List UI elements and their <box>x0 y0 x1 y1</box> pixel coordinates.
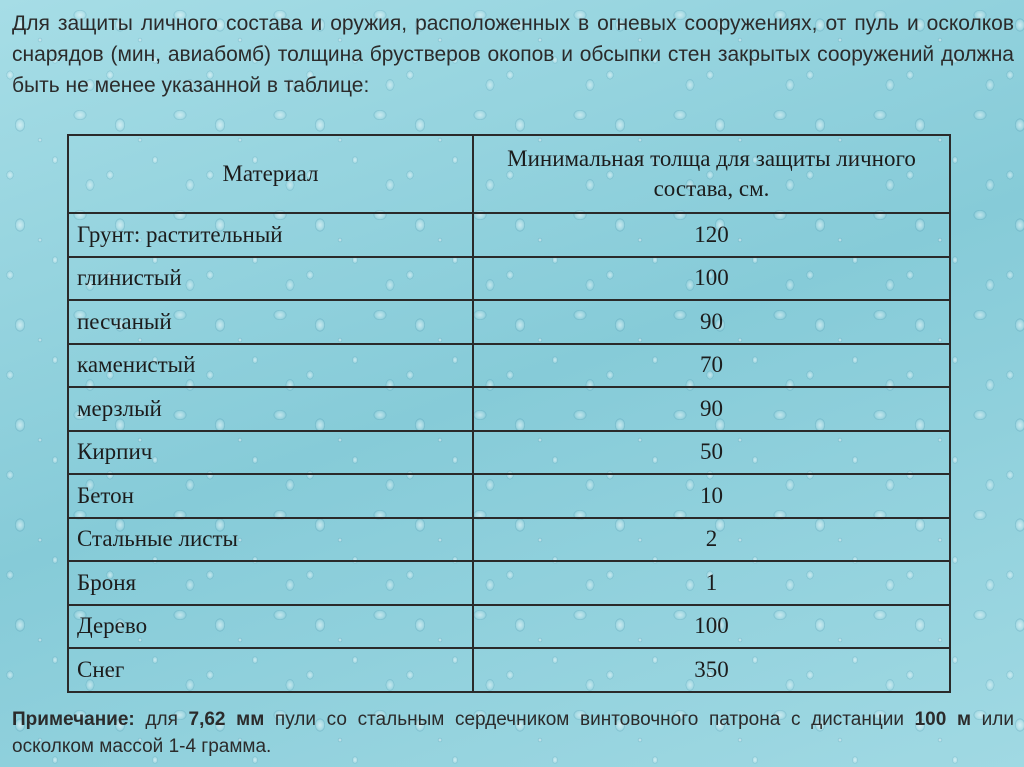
note-distance: 100 м <box>914 709 972 730</box>
material-cell: Стальные листы <box>68 518 473 562</box>
table-row <box>68 518 950 562</box>
protection-table-container <box>67 134 949 693</box>
material-cell: глинистый <box>68 257 473 301</box>
table-header-row <box>68 135 950 213</box>
table-row <box>68 474 950 518</box>
header-min-thickness: Минимальная толща для защиты личного состава, см. <box>473 135 950 213</box>
table-row <box>68 387 950 431</box>
header-material: Материал <box>68 135 473 213</box>
intro-paragraph: Для защиты личного состава и оружия, расположенных в огневых сооружениях, от пуль и осколков снарядов (мин, авиабомб) толщина брустверов окопов и обсыпки стен закрытых сооружений должна быть не менее указанной в таблице: <box>12 12 1014 97</box>
table-row <box>68 648 950 692</box>
material-cell: каменистый <box>68 344 473 388</box>
note-text-3: или осколком массой 1-4 грамма. <box>12 709 1014 757</box>
material-cell: мерзлый <box>68 387 473 431</box>
material-cell: Грунт: растительный <box>68 213 473 257</box>
table-row <box>68 561 950 605</box>
table-row <box>68 431 950 475</box>
protection-thickness-table <box>67 134 951 693</box>
thickness-cell: 120 <box>473 213 950 257</box>
thickness-cell: 10 <box>473 474 950 518</box>
note-label: Примечание: <box>12 709 135 730</box>
table-row <box>68 213 950 257</box>
note-caliber: 7,62 мм <box>188 709 265 730</box>
thickness-cell: 90 <box>473 387 950 431</box>
thickness-cell: 100 <box>473 605 950 649</box>
thickness-cell: 50 <box>473 431 950 475</box>
table-row <box>68 605 950 649</box>
note-text-2: пули со стальным сердечником винтовочного патрона с дистанции <box>264 709 915 730</box>
note-text-1: для <box>134 709 189 730</box>
material-cell: песчаный <box>68 300 473 344</box>
thickness-cell: 70 <box>473 344 950 388</box>
material-cell: Кирпич <box>68 431 473 475</box>
material-cell: Дерево <box>68 605 473 649</box>
table-row <box>68 344 950 388</box>
material-cell: Бетон <box>68 474 473 518</box>
thickness-cell: 90 <box>473 300 950 344</box>
thickness-cell: 100 <box>473 257 950 301</box>
table-row <box>68 257 950 301</box>
thickness-cell: 350 <box>473 648 950 692</box>
note-paragraph <box>12 706 1014 760</box>
material-cell: Снег <box>68 648 473 692</box>
thickness-cell: 2 <box>473 518 950 562</box>
material-cell: Броня <box>68 561 473 605</box>
thickness-cell: 1 <box>473 561 950 605</box>
table-row <box>68 300 950 344</box>
